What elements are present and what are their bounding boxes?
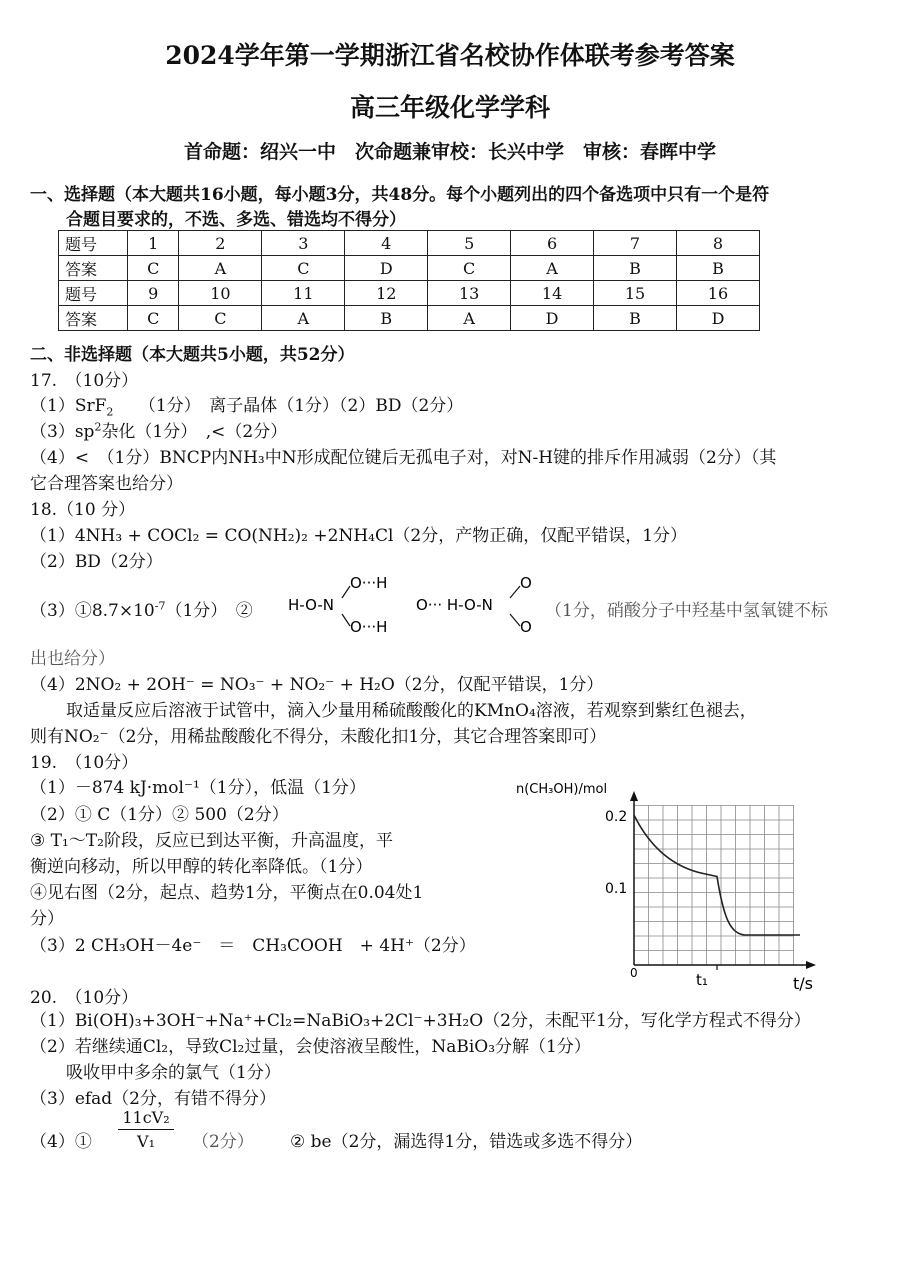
- table-cell: 2: [179, 231, 262, 256]
- q18-l3-rest: （1分） ②: [165, 601, 253, 621]
- table-cell: D: [511, 306, 594, 331]
- answer-fraction: [118, 1108, 174, 1151]
- fraction-numerator: 11cV₂: [118, 1108, 174, 1130]
- page-subtitle: 高三年级化学学科: [349, 93, 550, 122]
- q17-l1-rest: （1分） 离子晶体（1分）（2）BD（2分）: [113, 396, 464, 416]
- q18-l3-sup: -7: [154, 599, 166, 613]
- table-cell: D: [676, 306, 759, 331]
- table-cell: B: [676, 256, 759, 281]
- nitric-acid-dimer-structure: [286, 570, 556, 640]
- authors-line: 首命题：绍兴一中 次命题兼审校：长兴中学 审核：春晖中学: [183, 141, 716, 163]
- table-cell: 10: [179, 281, 262, 306]
- table-cell: B: [345, 306, 428, 331]
- fraction-denominator: V₁: [137, 1132, 155, 1151]
- q19-line-1: （1）－874 kJ·mol⁻¹（1分），低温（1分）: [30, 778, 366, 798]
- struct-left: H-O-N: [288, 596, 334, 614]
- q18-line-1: （1）4NH₃ + COCl₂ = CO(NH₂)₂ +2NH₄Cl（2分，产物正确，仅配平错误，1分）: [30, 526, 688, 546]
- table-cell: 13: [428, 281, 511, 306]
- table-cell: 3: [262, 231, 345, 256]
- struct-bond: [342, 614, 350, 626]
- q20-heading: 20. （10分）: [30, 988, 139, 1008]
- q18-line-2: （2）BD（2分）: [30, 552, 163, 572]
- table-row: [59, 256, 760, 281]
- table-cell: C: [262, 256, 345, 281]
- q20-line-2: （2）若继续通Cl₂，导致Cl₂过量，会使溶液呈酸性，NaBiO₃分解（1分）: [30, 1037, 591, 1057]
- q18-line-3-note: （1分，硝酸分子中羟基中氢氧键不标: [545, 601, 828, 621]
- q19-line-7: （3）2 CH₃OH－4e⁻ ＝ CH₃COOH + 4H⁺（2分）: [30, 936, 476, 956]
- q20-line-5-score: （2分）: [192, 1132, 254, 1152]
- table-cell: 7: [594, 231, 677, 256]
- struct-bond: [510, 586, 520, 598]
- q18-heading: 18.（10 分）: [30, 500, 136, 520]
- row-label: 题号: [59, 231, 128, 256]
- q19-line-2: （2）① C（1分）② 500（2分）: [30, 805, 289, 825]
- struct-o-bot: O···H: [350, 618, 388, 636]
- q17-l1-sub: 2: [106, 405, 114, 419]
- y-axis-arrow: [630, 791, 638, 801]
- q18-line-7: 则有NO₂⁻（2分，用稀盐酸酸化不得分，未酸化扣1分，其它合理答案即可）: [30, 727, 607, 747]
- y-tick-label: 0.2: [605, 809, 628, 825]
- section1-heading: 一、选择题（本大题共16小题，每小题3分，共48分。每个小题列出的四个备选项中只有一个是符: [30, 185, 770, 205]
- answer-table: [58, 230, 760, 331]
- q18-line-5: （4）2NO₂ + 2OH⁻ = NO₃⁻ + NO₂⁻ + H₂O（2分，仅配平错误，1分）: [30, 675, 604, 695]
- row-label: 答案: [59, 256, 128, 281]
- struct-o2: O: [520, 618, 532, 636]
- table-cell: 8: [676, 231, 759, 256]
- table-cell: C: [179, 306, 262, 331]
- q18-line-6: 取适量反应后溶液于试管中，滴入少量用稀硫酸酸化的KMnO₄溶液，若观察到紫红色褪去，: [66, 701, 757, 721]
- q19-line-4: 衡逆向移动，所以甲醇的转化率降低。（1分）: [30, 857, 373, 877]
- table-cell: A: [262, 306, 345, 331]
- q20-line-5-prefix: （4）①: [30, 1132, 92, 1152]
- y-tick-label: 0.1: [605, 881, 628, 897]
- struct-mid: O··· H-O-N: [416, 596, 493, 614]
- page-title: 2024学年第一学期浙江省名校协作体联考参考答案: [165, 41, 735, 70]
- q17-line-2: [30, 417, 287, 442]
- q17-l1-text: （1）SrF: [30, 396, 107, 416]
- chart-ylabel: n(CH₃OH)/mol: [516, 782, 608, 797]
- origin-label: 0: [630, 966, 638, 980]
- q20-line-4: （3）efad（2分，有错不得分）: [30, 1089, 277, 1109]
- table-row: [59, 306, 760, 331]
- q18-line-3: [30, 596, 253, 621]
- table-row: [59, 281, 760, 306]
- table-cell: 16: [676, 281, 759, 306]
- struct-o-top: O···H: [350, 574, 388, 592]
- table-cell: 9: [128, 281, 179, 306]
- q17-l2-text: （3）sp: [30, 422, 95, 442]
- q19-line-5: ④见右图（2分，起点、趋势1分，平衡点在0.04处1: [30, 883, 424, 903]
- table-cell: 12: [345, 281, 428, 306]
- q20-line-3: 吸收甲中多余的氯气（1分）: [66, 1063, 281, 1083]
- table-cell: B: [594, 306, 677, 331]
- table-cell: 5: [428, 231, 511, 256]
- table-cell: 14: [511, 281, 594, 306]
- q17-l2-rest: 杂化（1分） ,<（2分）: [101, 422, 288, 442]
- methanol-amount-chart: [510, 775, 840, 995]
- q20-line-5-part2: ② be（2分，漏选得1分，错选或多选不得分）: [290, 1132, 643, 1152]
- table-cell: A: [428, 306, 511, 331]
- table-cell: 1: [128, 231, 179, 256]
- series-line: [634, 815, 800, 935]
- q18-line-4: 出也给分）: [30, 649, 115, 669]
- row-label: 答案: [59, 306, 128, 331]
- q17-line-4: 它合理答案也给分）: [30, 474, 183, 494]
- section2-heading: 二、非选择题（本大题共5小题，共52分）: [30, 345, 355, 365]
- table-cell: 4: [345, 231, 428, 256]
- q17-l2-sup: 2: [94, 420, 102, 434]
- q17-heading: 17. （10分）: [30, 371, 139, 391]
- q17-line-3: （4）< （1分）BNCP内NH₃中N形成配位键后无孤电子对，对N-H键的排斥作用减弱（2分）（其: [30, 448, 777, 468]
- table-cell: C: [428, 256, 511, 281]
- struct-bond: [510, 614, 520, 626]
- table-row: [59, 231, 760, 256]
- q19-heading: 19. （10分）: [30, 753, 139, 773]
- chart-grid: [634, 805, 794, 970]
- row-label: 题号: [59, 281, 128, 306]
- x-tick-label: t₁: [696, 971, 708, 989]
- table-cell: 6: [511, 231, 594, 256]
- q18-l3-text: （3）①8.7×10: [30, 601, 155, 621]
- struct-bond: [342, 586, 350, 598]
- table-cell: C: [128, 256, 179, 281]
- q19-line-3: ③ T₁～T₂阶段，反应已到达平衡，升高温度，平: [30, 831, 393, 851]
- q19-line-6: 分）: [30, 909, 64, 929]
- x-axis-arrow: [806, 961, 816, 969]
- q20-line-1: （1）Bi(OH)₃+3OH⁻+Na⁺+Cl₂=NaBiO₃+2Cl⁻+3H₂O（2分，未配平1分，写化学方程式不得分）: [30, 1011, 811, 1031]
- table-cell: A: [179, 256, 262, 281]
- chart-xlabel: t/s: [793, 974, 813, 993]
- q17-line-1: [30, 391, 463, 418]
- table-cell: C: [128, 306, 179, 331]
- table-cell: D: [345, 256, 428, 281]
- table-cell: 15: [594, 281, 677, 306]
- struct-o1: O: [520, 574, 532, 592]
- section1-heading-cont: 合题目要求的，不选、多选、错选均不得分）: [66, 210, 406, 230]
- table-cell: 11: [262, 281, 345, 306]
- table-cell: B: [594, 256, 677, 281]
- table-cell: A: [511, 256, 594, 281]
